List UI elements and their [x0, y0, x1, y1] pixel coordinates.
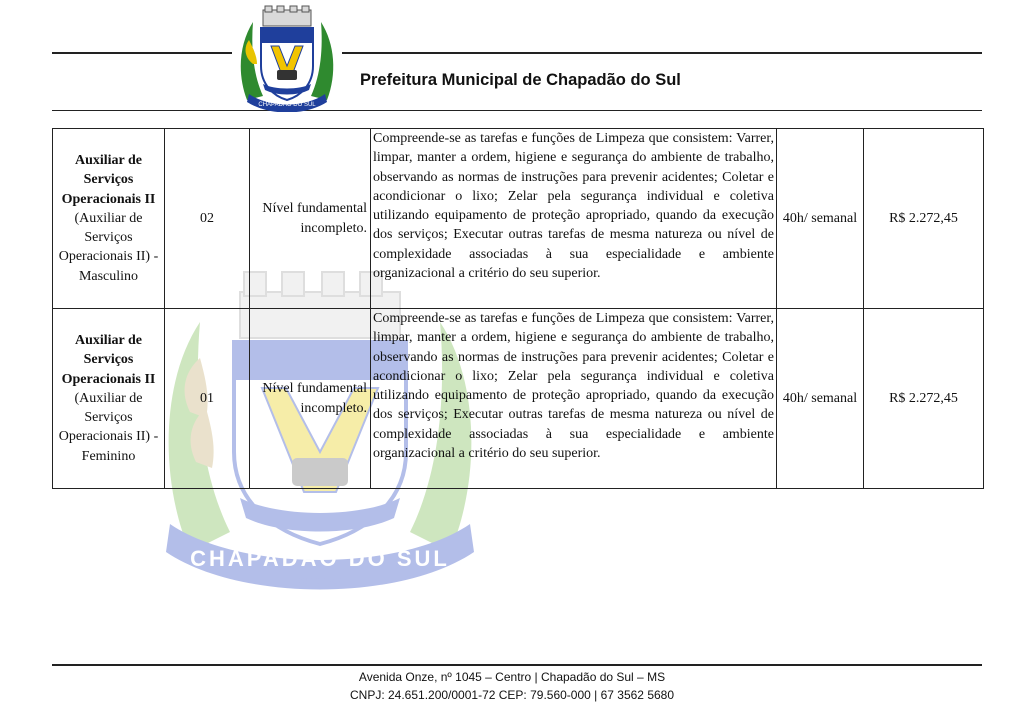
footer-address: Avenida Onze, nº 1045 – Centro | Chapadão do Sul – MS — [358, 670, 666, 684]
page-header — [0, 0, 1024, 115]
positions-table — [52, 128, 983, 489]
watermark-date: 23.10.1987 — [297, 576, 343, 586]
cargo-title: Auxiliar de Serviços Operacionais II — [61, 152, 156, 207]
cargo-cell — [53, 309, 165, 489]
header-rule-left — [52, 52, 232, 54]
header-rule-right — [342, 52, 982, 54]
vencimento-cell: R$ 2.272,45 — [864, 129, 984, 309]
cargo-cell — [53, 129, 165, 309]
escolaridade-cell: Nível fundamental incompleto. — [250, 129, 371, 309]
cargo-title: Auxiliar de Serviços Operacionais II — [61, 332, 156, 387]
escolaridade-cell: Nível fundamental incompleto. — [250, 309, 371, 489]
footer-contact: CNPJ: 24.651.200/0001-72 CEP: 79.560-000 | 67 3562 5680 — [349, 688, 675, 702]
carga-horaria-cell: 40h/ semanal — [777, 309, 864, 489]
vagas-cell: 02 — [165, 129, 250, 309]
vencimento-cell: R$ 2.272,45 — [864, 309, 984, 489]
vagas-cell: 01 — [165, 309, 250, 489]
cargo-detail: (Auxiliar de Serviços Operacionais II) - Feminino — [58, 390, 159, 464]
page-title: Prefeitura Municipal de Chapadão do Sul — [360, 71, 681, 89]
municipal-crest-logo — [233, 4, 341, 112]
table-row — [53, 129, 984, 309]
descricao-cell: Compreende-se as tarefas e funções de Limpeza que consistem: Varrer, limpar, manter a ordem, higiene e segurança do ambiente de trabalho, observando as normas de instruções para prevenir acidentes; Coletar e acondicionar o lixo; Zelar pela segurança individual e coletiva utilizando equipamento de proteção apropriado, quando da execução dos serviços; Executar outras tarefas de mesma natureza ou nível de complexidade associadas à sua especialidade e ambiente organizacional a critério do seu superior. — [371, 129, 777, 309]
footer-rule — [52, 664, 982, 666]
carga-horaria-cell: 40h/ semanal — [777, 129, 864, 309]
crest-banner-text: CHAPADÃO DO SUL — [258, 102, 316, 108]
descricao-cell: Compreende-se as tarefas e funções de Limpeza que consistem: Varrer, limpar, manter a ordem, higiene e segurança do ambiente de trabalho, observando as normas de instruções para prevenir acidentes; Coletar e acondicionar o lixo; Zelar pela segurança individual e coletiva utilizando equipamento de proteção apropriado, quando da execução dos serviços; Executar outras tarefas de mesma natureza ou nível de complexidade associadas à sua especialidade e ambiente organizacional a critério do seu superior. — [371, 309, 777, 489]
watermark-text: CHAPADÃO DO SUL — [190, 546, 450, 571]
header-rule-bottom — [52, 110, 982, 111]
table-row — [53, 309, 984, 489]
cargo-detail: (Auxiliar de Serviços Operacionais II) - Masculino — [58, 210, 159, 284]
